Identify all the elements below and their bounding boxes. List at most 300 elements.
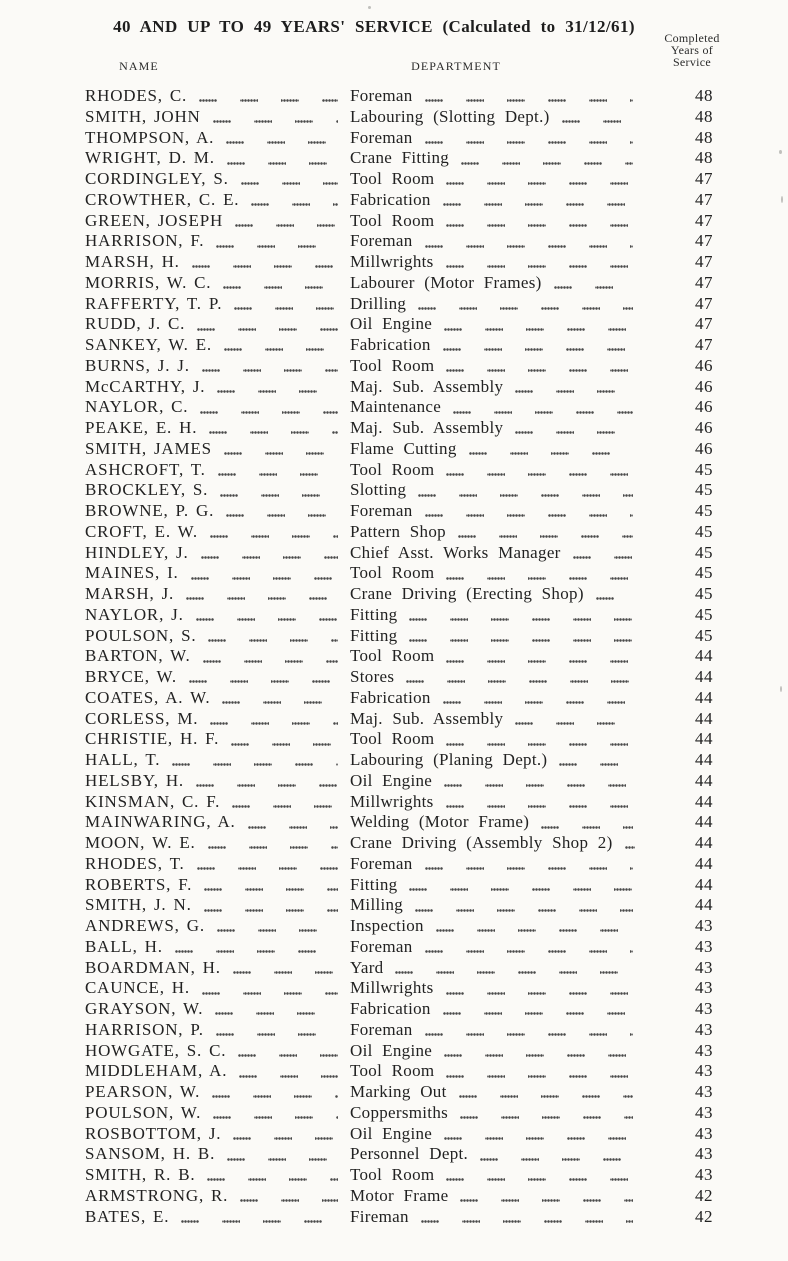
years-of-service: 45 bbox=[695, 604, 713, 624]
dot-leader bbox=[562, 120, 633, 123]
years-of-service: 46 bbox=[695, 355, 713, 375]
table-row bbox=[85, 501, 715, 522]
employee-name: GREEN, JOSEPH bbox=[85, 210, 224, 230]
employee-name: SMITH, JAMES bbox=[85, 438, 212, 458]
department-name: Milling bbox=[350, 895, 404, 915]
dot-leader bbox=[446, 265, 633, 268]
dot-leader bbox=[446, 1075, 633, 1078]
years-of-service: 44 bbox=[695, 791, 713, 811]
employee-name: WRIGHT, D. M. bbox=[85, 148, 215, 168]
department-name: Tool Room bbox=[350, 459, 435, 479]
page-title: 40 AND UP TO 49 YEARS' SERVICE (Calculated to 31/12/61) bbox=[113, 17, 635, 36]
dot-leader bbox=[625, 846, 635, 849]
dot-leader bbox=[444, 1137, 633, 1140]
department-name: Foreman bbox=[350, 231, 413, 251]
years-of-service: 46 bbox=[695, 438, 713, 458]
dot-leader bbox=[443, 203, 633, 206]
employee-name: HALL, T. bbox=[85, 750, 161, 769]
table-row bbox=[85, 294, 715, 315]
table-row bbox=[85, 1103, 715, 1124]
employee-name: POULSON, W. bbox=[85, 1102, 202, 1122]
years-of-service: 43 bbox=[695, 999, 713, 1018]
employee-name: SMITH, JOHN bbox=[85, 106, 201, 126]
employee-name: CROFT, E. W. bbox=[85, 521, 198, 541]
table-row bbox=[85, 916, 715, 937]
years-of-service: 44 bbox=[695, 874, 713, 894]
department-name: Inspection bbox=[350, 916, 424, 935]
dot-leader bbox=[218, 473, 338, 476]
table-row bbox=[85, 1165, 715, 1186]
table-row bbox=[85, 792, 715, 813]
years-of-service: 46 bbox=[695, 418, 713, 437]
employee-name: SANSOM, H. B. bbox=[85, 1144, 216, 1164]
table-row bbox=[85, 833, 715, 854]
years-of-service: 44 bbox=[695, 895, 713, 915]
dot-leader bbox=[480, 1158, 633, 1161]
department-name: Foreman bbox=[350, 86, 413, 105]
dot-leader bbox=[421, 1220, 633, 1223]
table-row bbox=[85, 190, 715, 211]
employee-name: HOWGATE, S. C. bbox=[85, 1040, 227, 1060]
years-of-service: 44 bbox=[695, 853, 713, 873]
years-of-service: 47 bbox=[695, 252, 713, 271]
table-row bbox=[85, 1041, 715, 1062]
department-name: Fabrication bbox=[350, 189, 431, 209]
table-row bbox=[85, 1207, 715, 1228]
dot-leader bbox=[208, 846, 338, 849]
department-name: Foreman bbox=[350, 936, 413, 956]
employee-name: HELSBY, H. bbox=[85, 770, 184, 790]
department-name: Tool Room bbox=[350, 646, 435, 666]
years-of-service: 47 bbox=[695, 169, 713, 188]
years-of-service: 43 bbox=[695, 957, 713, 977]
dot-leader bbox=[406, 680, 633, 683]
service-header-line-2: Years of bbox=[670, 43, 714, 57]
dot-leader bbox=[210, 535, 338, 538]
dot-leader bbox=[425, 950, 633, 953]
department-name: Tool Room bbox=[350, 169, 435, 188]
department-name: Motor Frame bbox=[350, 1185, 449, 1205]
dot-leader bbox=[210, 722, 338, 725]
years-of-service: 48 bbox=[695, 148, 713, 168]
department-name: Maj. Sub. Assembly bbox=[350, 418, 504, 437]
dot-leader bbox=[409, 618, 633, 621]
dot-leader bbox=[212, 1095, 338, 1098]
employee-name: HARRISON, F. bbox=[85, 231, 205, 251]
department-name: Personnel Dept. bbox=[350, 1144, 469, 1164]
table-row bbox=[85, 584, 715, 605]
employee-name: BATES, E. bbox=[85, 1206, 170, 1226]
employee-name: MARSH, H. bbox=[85, 252, 180, 271]
employee-name: CAUNCE, H. bbox=[85, 978, 190, 998]
service-header-line-3: Service bbox=[672, 55, 712, 69]
years-of-service: 43 bbox=[695, 978, 713, 998]
dot-leader bbox=[202, 369, 338, 372]
dot-leader bbox=[444, 1054, 633, 1057]
department-name: Oil Engine bbox=[350, 770, 433, 790]
dot-leader bbox=[251, 203, 338, 206]
dot-leader bbox=[446, 369, 633, 372]
column-header-department: DEPARTMENT bbox=[411, 59, 501, 73]
dot-leader bbox=[232, 805, 338, 808]
dot-leader bbox=[515, 390, 633, 393]
dot-leader bbox=[443, 701, 633, 704]
dot-leader bbox=[453, 411, 633, 414]
department-name: Foreman bbox=[350, 501, 413, 520]
scan-speck bbox=[779, 150, 782, 154]
department-name: Foreman bbox=[350, 127, 413, 147]
dot-leader bbox=[469, 452, 633, 455]
table-row bbox=[85, 812, 715, 833]
table-row bbox=[85, 1061, 715, 1082]
years-of-service: 48 bbox=[695, 127, 713, 147]
dot-leader bbox=[231, 743, 338, 746]
years-of-service: 43 bbox=[695, 1102, 713, 1122]
dot-leader bbox=[224, 452, 338, 455]
employee-name: BURNS, J. J. bbox=[85, 355, 190, 375]
employee-name: POULSON, S. bbox=[85, 625, 197, 645]
department-name: Oil Engine bbox=[350, 314, 433, 334]
dot-leader bbox=[515, 722, 633, 725]
dot-leader bbox=[223, 286, 338, 289]
table-row bbox=[85, 750, 715, 771]
dot-leader bbox=[186, 597, 338, 600]
table-row bbox=[85, 875, 715, 896]
dot-leader bbox=[418, 494, 633, 497]
dot-leader bbox=[216, 245, 338, 248]
employee-name: MORRIS, W. C. bbox=[85, 272, 212, 292]
employee-name: BOARDMAN, H. bbox=[85, 957, 221, 977]
dot-leader bbox=[446, 805, 633, 808]
dot-leader bbox=[415, 909, 633, 912]
department-name: Millwrights bbox=[350, 252, 434, 271]
dot-leader bbox=[213, 120, 338, 123]
table-row bbox=[85, 999, 715, 1020]
employee-name: BALL, H. bbox=[85, 936, 163, 956]
department-name: Crane Fitting bbox=[350, 148, 450, 168]
department-name: Tool Room bbox=[350, 355, 435, 375]
employee-name: BRYCE, W. bbox=[85, 667, 177, 686]
dot-leader bbox=[425, 99, 633, 102]
years-of-service: 44 bbox=[695, 729, 713, 749]
dot-leader bbox=[425, 1033, 633, 1036]
years-of-service: 44 bbox=[695, 770, 713, 790]
employee-name: COATES, A. W. bbox=[85, 687, 211, 707]
dot-leader bbox=[204, 888, 338, 891]
dot-leader bbox=[446, 743, 633, 746]
dot-leader bbox=[213, 1116, 338, 1119]
dot-leader bbox=[233, 1137, 338, 1140]
dot-leader bbox=[461, 162, 633, 165]
department-name: Yard bbox=[350, 957, 384, 977]
department-name: Flame Cutting bbox=[350, 438, 457, 458]
table-row bbox=[85, 1144, 715, 1165]
years-of-service: 47 bbox=[695, 293, 713, 313]
department-name: Foreman bbox=[350, 853, 413, 873]
department-name: Tool Room bbox=[350, 563, 435, 583]
dot-leader bbox=[200, 411, 338, 414]
dot-leader bbox=[217, 929, 338, 932]
employee-name: ARMSTRONG, R. bbox=[85, 1185, 229, 1205]
dot-leader bbox=[446, 224, 633, 227]
employee-name: GRAYSON, W. bbox=[85, 999, 204, 1018]
table-row bbox=[85, 543, 715, 564]
table-row bbox=[85, 252, 715, 273]
department-name: Welding (Motor Frame) bbox=[350, 812, 530, 832]
dot-leader bbox=[234, 307, 338, 310]
employee-name: RAFFERTY, T. P. bbox=[85, 293, 223, 313]
service-table-rows bbox=[85, 86, 715, 1227]
dot-leader bbox=[425, 245, 633, 248]
table-row bbox=[85, 729, 715, 750]
years-of-service: 44 bbox=[695, 667, 713, 686]
dot-leader bbox=[436, 929, 633, 932]
table-row bbox=[85, 522, 715, 543]
dot-leader bbox=[197, 867, 338, 870]
employee-name: ROSBOTTOM, J. bbox=[85, 1123, 222, 1143]
years-of-service: 42 bbox=[695, 1206, 713, 1226]
dot-leader bbox=[172, 763, 338, 766]
years-of-service: 45 bbox=[695, 625, 713, 645]
department-name: Fitting bbox=[350, 874, 398, 894]
table-row bbox=[85, 854, 715, 875]
table-row bbox=[85, 107, 715, 128]
table-row bbox=[85, 335, 715, 356]
employee-name: MAINES, I. bbox=[85, 563, 179, 583]
years-of-service: 46 bbox=[695, 397, 713, 417]
employee-name: RUDD, J. C. bbox=[85, 314, 186, 334]
department-name: Fireman bbox=[350, 1206, 409, 1226]
department-name: Maintenance bbox=[350, 397, 442, 417]
employee-name: SMITH, R. B. bbox=[85, 1165, 196, 1184]
years-of-service: 45 bbox=[695, 501, 713, 520]
years-of-service: 47 bbox=[695, 189, 713, 209]
table-row bbox=[85, 418, 715, 439]
dot-leader bbox=[202, 992, 338, 995]
department-name: Drilling bbox=[350, 293, 407, 313]
dot-leader bbox=[395, 971, 633, 974]
department-name: Pattern Shop bbox=[350, 521, 446, 541]
dot-leader bbox=[446, 577, 633, 580]
department-name: Tool Room bbox=[350, 210, 435, 230]
department-name: Fitting bbox=[350, 625, 398, 645]
dot-leader bbox=[541, 826, 633, 829]
dot-leader bbox=[559, 763, 633, 766]
scan-speck bbox=[780, 686, 782, 692]
dot-leader bbox=[196, 784, 338, 787]
years-of-service: 43 bbox=[695, 1144, 713, 1164]
dot-leader bbox=[215, 1012, 338, 1015]
employee-name: PEAKE, E. H. bbox=[85, 418, 198, 437]
department-name: Labouring (Slotting Dept.) bbox=[350, 106, 550, 126]
dot-leader bbox=[227, 1158, 338, 1161]
years-of-service: 45 bbox=[695, 542, 713, 562]
department-name: Labourer (Motor Frames) bbox=[350, 272, 542, 292]
table-row bbox=[85, 958, 715, 979]
table-row bbox=[85, 1124, 715, 1145]
dot-leader bbox=[239, 1075, 338, 1078]
employee-name: KINSMAN, C. F. bbox=[85, 791, 221, 811]
employee-name: MIDDLEHAM, A. bbox=[85, 1061, 228, 1081]
dot-leader bbox=[204, 909, 338, 912]
dot-leader bbox=[189, 680, 338, 683]
table-row bbox=[85, 646, 715, 667]
years-of-service: 47 bbox=[695, 314, 713, 334]
table-row bbox=[85, 709, 715, 730]
dot-leader bbox=[235, 224, 338, 227]
department-name: Fabrication bbox=[350, 687, 431, 707]
years-of-service: 43 bbox=[695, 936, 713, 956]
years-of-service: 47 bbox=[695, 231, 713, 251]
table-row bbox=[85, 626, 715, 647]
dot-leader bbox=[460, 1199, 633, 1202]
department-name: Tool Room bbox=[350, 729, 435, 749]
column-header-years-of-service bbox=[644, 32, 740, 68]
table-row bbox=[85, 231, 715, 252]
years-of-service: 44 bbox=[695, 646, 713, 666]
years-of-service: 43 bbox=[695, 1082, 713, 1101]
employee-name: BROCKLEY, S. bbox=[85, 480, 209, 500]
scan-speck bbox=[368, 6, 371, 9]
employee-name: CORLESS, M. bbox=[85, 708, 199, 728]
department-name: Chief Asst. Works Manager bbox=[350, 542, 561, 562]
employee-name: SANKEY, W. E. bbox=[85, 335, 212, 354]
table-row bbox=[85, 978, 715, 999]
table-row bbox=[85, 356, 715, 377]
department-name: Crane Driving (Assembly Shop 2) bbox=[350, 833, 613, 852]
years-of-service: 43 bbox=[695, 1019, 713, 1039]
table-row bbox=[85, 563, 715, 584]
employee-name: McCARTHY, J. bbox=[85, 376, 206, 396]
department-name: Tool Room bbox=[350, 1165, 435, 1184]
department-name: Crane Driving (Erecting Shop) bbox=[350, 584, 584, 603]
scan-speck bbox=[781, 196, 783, 203]
employee-name: HINDLEY, J. bbox=[85, 542, 189, 562]
years-of-service: 45 bbox=[695, 459, 713, 479]
years-of-service: 43 bbox=[695, 1040, 713, 1060]
department-name: Coppersmiths bbox=[350, 1102, 449, 1122]
employee-name: CROWTHER, C. E. bbox=[85, 189, 240, 209]
dot-leader bbox=[181, 1220, 338, 1223]
department-name: Tool Room bbox=[350, 1061, 435, 1081]
department-name: Oil Engine bbox=[350, 1040, 433, 1060]
dot-leader bbox=[226, 141, 338, 144]
table-row bbox=[85, 314, 715, 335]
table-row bbox=[85, 128, 715, 149]
employee-name: BROWNE, P. G. bbox=[85, 501, 215, 520]
years-of-service: 43 bbox=[695, 1123, 713, 1143]
dot-leader bbox=[446, 473, 633, 476]
dot-leader bbox=[248, 826, 338, 829]
dot-leader bbox=[554, 286, 633, 289]
table-row bbox=[85, 895, 715, 916]
department-name: Labouring (Planing Dept.) bbox=[350, 750, 548, 769]
table-row bbox=[85, 605, 715, 626]
dot-leader bbox=[409, 888, 633, 891]
department-name: Fabrication bbox=[350, 335, 431, 354]
years-of-service: 44 bbox=[695, 833, 713, 852]
years-of-service: 43 bbox=[695, 1165, 713, 1184]
employee-name: ASHCROFT, T. bbox=[85, 459, 206, 479]
dot-leader bbox=[233, 971, 338, 974]
employee-name: MARSH, J. bbox=[85, 584, 175, 603]
dot-leader bbox=[227, 162, 338, 165]
dot-leader bbox=[192, 265, 338, 268]
dot-leader bbox=[409, 639, 633, 642]
years-of-service: 45 bbox=[695, 480, 713, 500]
column-header-name: NAME bbox=[119, 59, 159, 73]
dot-leader bbox=[458, 535, 633, 538]
employee-name: MAINWARING, A. bbox=[85, 812, 236, 832]
table-row bbox=[85, 1082, 715, 1103]
dot-leader bbox=[425, 141, 633, 144]
table-row bbox=[85, 937, 715, 958]
table-row bbox=[85, 480, 715, 501]
employee-name: NAYLOR, C. bbox=[85, 397, 189, 417]
dot-leader bbox=[444, 328, 633, 331]
dot-leader bbox=[217, 390, 338, 393]
years-of-service: 47 bbox=[695, 335, 713, 354]
employee-name: ANDREWS, G. bbox=[85, 916, 205, 935]
employee-name: MOON, W. E. bbox=[85, 833, 196, 852]
employee-name: RHODES, C. bbox=[85, 86, 188, 105]
years-of-service: 48 bbox=[695, 106, 713, 126]
employee-name: THOMPSON, A. bbox=[85, 127, 215, 147]
years-of-service: 43 bbox=[695, 916, 713, 935]
dot-leader bbox=[443, 1012, 633, 1015]
dot-leader bbox=[425, 867, 633, 870]
dot-leader bbox=[201, 556, 338, 559]
dot-leader bbox=[444, 784, 633, 787]
department-name: Millwrights bbox=[350, 978, 434, 998]
years-of-service: 44 bbox=[695, 812, 713, 832]
dot-leader bbox=[573, 556, 633, 559]
years-of-service: 44 bbox=[695, 750, 713, 769]
department-name: Foreman bbox=[350, 1019, 413, 1039]
table-row bbox=[85, 1020, 715, 1041]
years-of-service: 44 bbox=[695, 687, 713, 707]
years-of-service: 44 bbox=[695, 708, 713, 728]
years-of-service: 47 bbox=[695, 272, 713, 292]
years-of-service: 43 bbox=[695, 1061, 713, 1081]
dot-leader bbox=[459, 1095, 633, 1098]
table-row bbox=[85, 169, 715, 190]
employee-name: CORDINGLEY, S. bbox=[85, 169, 229, 188]
dot-leader bbox=[515, 431, 633, 434]
table-row bbox=[85, 273, 715, 294]
years-of-service: 47 bbox=[695, 210, 713, 230]
dot-leader bbox=[209, 431, 338, 434]
employee-name: HARRISON, P. bbox=[85, 1019, 204, 1039]
years-of-service: 42 bbox=[695, 1185, 713, 1205]
table-row bbox=[85, 397, 715, 418]
department-name: Fabrication bbox=[350, 999, 431, 1018]
dot-leader bbox=[199, 99, 338, 102]
table-row bbox=[85, 439, 715, 460]
dot-leader bbox=[216, 1033, 338, 1036]
dot-leader bbox=[443, 348, 633, 351]
table-row bbox=[85, 667, 715, 688]
dot-leader bbox=[446, 660, 633, 663]
dot-leader bbox=[226, 514, 338, 517]
dot-leader bbox=[418, 307, 633, 310]
dot-leader bbox=[196, 618, 338, 621]
dot-leader bbox=[175, 950, 338, 953]
table-row bbox=[85, 86, 715, 107]
dot-leader bbox=[460, 1116, 633, 1119]
department-name: Marking Out bbox=[350, 1082, 447, 1101]
table-row bbox=[85, 377, 715, 398]
